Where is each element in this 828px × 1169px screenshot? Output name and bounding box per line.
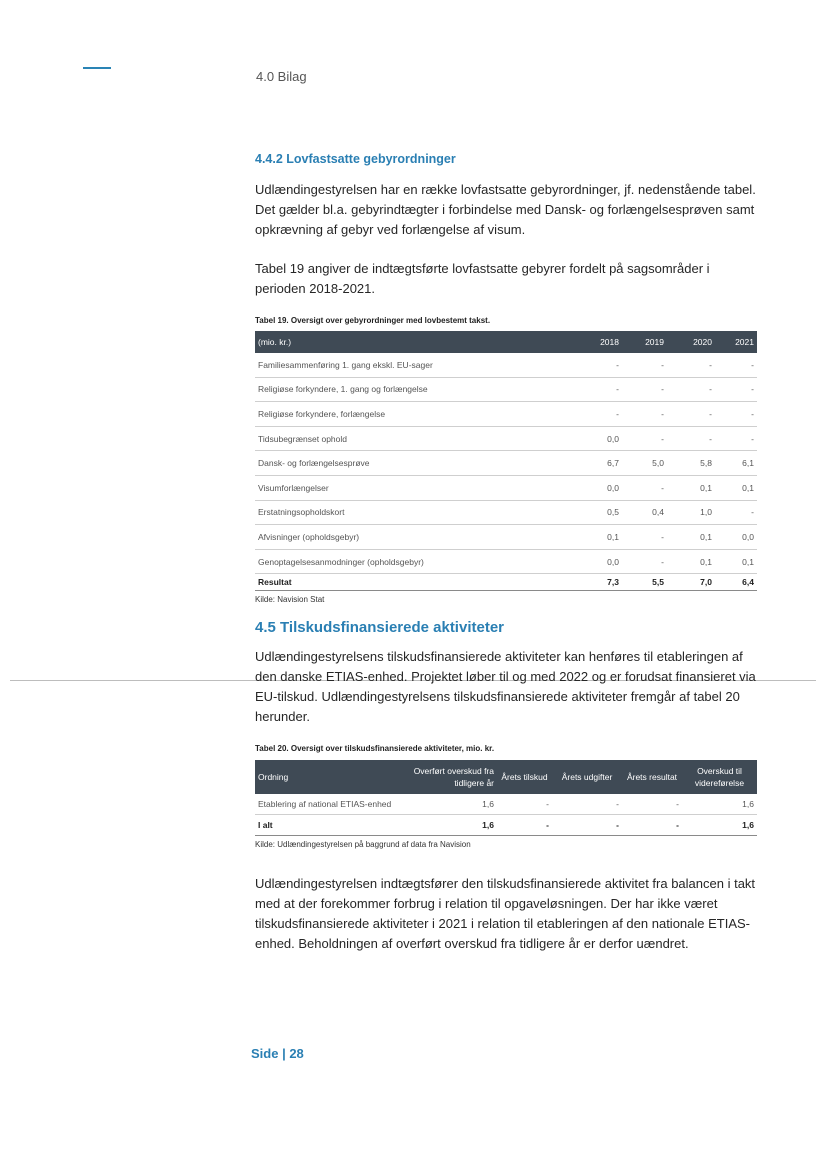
table19-header-row	[255, 331, 757, 353]
row-label: Familiesammenføring 1. gang ekskl. EU-sager	[255, 353, 577, 377]
table19-header-2021: 2021	[715, 331, 757, 353]
page-number: Side | 28	[251, 1046, 304, 1061]
cell-value: -	[622, 794, 682, 815]
cell-value: -	[622, 525, 667, 550]
cell-value: 0,4	[622, 500, 667, 525]
cell-value: 6,1	[715, 451, 757, 476]
row-label: Etablering af national ETIAS-enhed	[255, 794, 405, 815]
row-label: Afvisninger (opholdsgebyr)	[255, 525, 577, 550]
row-label: Erstatningsopholdskort	[255, 500, 577, 525]
cell-value: 1,6	[682, 794, 757, 815]
total-value: -	[497, 815, 552, 836]
cell-value: 0,1	[667, 549, 715, 574]
cell-value: 0,1	[715, 475, 757, 500]
table-row	[255, 525, 757, 550]
row-label: Religiøse forkyndere, forlængelse	[255, 402, 577, 427]
row-label: Tidsubegrænset ophold	[255, 426, 577, 451]
cell-value: -	[622, 475, 667, 500]
table20-caption: Tabel 20. Oversigt over tilskudsfinansierede aktiviteter, mio. kr.	[255, 744, 495, 754]
cell-value: 0,5	[577, 500, 622, 525]
cell-value: 1,0	[667, 500, 715, 525]
cell-value: -	[622, 426, 667, 451]
table20-header-result: Årets resultat	[622, 760, 682, 794]
table19-total-row	[255, 574, 757, 591]
cell-value: 1,6	[405, 794, 497, 815]
table-row	[255, 549, 757, 574]
total-label: I alt	[255, 815, 405, 836]
table-row	[255, 794, 757, 815]
cell-value: -	[715, 426, 757, 451]
total-value: 7,0	[667, 574, 715, 591]
cell-value: -	[667, 402, 715, 427]
cell-value: -	[715, 377, 757, 402]
grants-table	[255, 760, 757, 836]
section-heading-4-5: 4.5 Tilskudsfinansierede aktiviteter	[255, 619, 505, 637]
table20-header-carried-over: Overført overskud fra tidligere år	[405, 760, 497, 794]
cell-value: -	[622, 549, 667, 574]
row-label: Genoptagelsesanmodninger (opholdsgebyr)	[255, 549, 577, 574]
table20-header-grant: Årets tilskud	[497, 760, 552, 794]
total-value: 5,5	[622, 574, 667, 591]
cell-value: -	[622, 402, 667, 427]
table19-header-2018: 2018	[577, 331, 622, 353]
table19-source: Kilde: Navision Stat	[255, 595, 325, 605]
cell-value: 0,0	[577, 475, 622, 500]
cell-value: 0,1	[577, 525, 622, 550]
total-label: Resultat	[255, 574, 577, 591]
row-label: Visumforlængelser	[255, 475, 577, 500]
table20-header-scheme: Ordning	[255, 760, 405, 794]
cell-value: -	[577, 353, 622, 377]
table-row	[255, 353, 757, 377]
table19-header-2019: 2019	[622, 331, 667, 353]
table20-header-expenses: Årets udgifter	[552, 760, 622, 794]
paragraph-grants-intro: Udlændingestyrelsens tilskudsfinansierede aktiviteter kan henføres til etableringen af den danske ETIAS-enhed. Projektet løber til og med 2022 og er forudsat finansieret via EU-tilskud. Udlændingestyrelsens tilskudsfinansierede aktiviteter fremgår af tabel 20 herunder.	[255, 649, 756, 725]
fee-table	[255, 331, 757, 591]
cell-value: 0,1	[667, 475, 715, 500]
table-row	[255, 377, 757, 402]
cell-value: 0,1	[667, 525, 715, 550]
table-row	[255, 426, 757, 451]
table-row	[255, 500, 757, 525]
total-value: -	[622, 815, 682, 836]
table20-header-row	[255, 760, 757, 794]
table20-total-row	[255, 815, 757, 836]
total-value: 6,4	[715, 574, 757, 591]
paragraph-table19-intro: Tabel 19 angiver de indtægtsførte lovfastsatte gebyrer fordelt på sagsområder i perioden 2018-2021.	[255, 261, 710, 296]
accent-line	[83, 67, 111, 69]
table20-header-surplus: Overskud til videreførelse	[682, 760, 757, 794]
cell-value: 0,0	[577, 426, 622, 451]
row-label: Religiøse forkyndere, 1. gang og forlængelse	[255, 377, 577, 402]
cell-value: -	[577, 377, 622, 402]
cell-value: -	[497, 794, 552, 815]
table-row	[255, 402, 757, 427]
paragraph-grants-conclusion: Udlændingestyrelsen indtægtsfører den tilskudsfinansierede aktivitet fra balancen i takt med at der forekommer forbrug i relation til opgaveløsningen. Der har ikke været tilskudsfinansierede aktiviteter i 2021 i relation til etableringen af den nationale ETIAS-enhed. Beholdningen af overført overskud fra tidligere år er derfor uændret.	[255, 876, 756, 952]
cell-value: -	[622, 377, 667, 402]
cell-value: 0,0	[715, 525, 757, 550]
cell-value: -	[552, 794, 622, 815]
table-row	[255, 451, 757, 476]
cell-value: -	[667, 426, 715, 451]
row-label: Dansk- og forlængelsesprøve	[255, 451, 577, 476]
cell-value: 0,0	[577, 549, 622, 574]
cell-value: -	[715, 500, 757, 525]
total-value: 1,6	[682, 815, 757, 836]
page-header: 4.0 Bilag	[256, 69, 307, 84]
total-value: 7,3	[577, 574, 622, 591]
cell-value: -	[715, 402, 757, 427]
table-row	[255, 475, 757, 500]
table19-caption: Tabel 19. Oversigt over gebyrordninger med lovbestemt takst.	[255, 316, 491, 325]
table19-header-2020: 2020	[667, 331, 715, 353]
table20-source: Kilde: Udlændingestyrelsen på baggrund af data fra Navision	[255, 840, 471, 850]
cell-value: 0,1	[715, 549, 757, 574]
cell-value: 6,7	[577, 451, 622, 476]
page-content	[255, 152, 757, 954]
cell-value: -	[667, 353, 715, 377]
cell-value: -	[667, 377, 715, 402]
cell-value: 5,8	[667, 451, 715, 476]
cell-value: 5,0	[622, 451, 667, 476]
table19-header-unit: (mio. kr.)	[255, 331, 577, 353]
total-value: -	[552, 815, 622, 836]
paragraph-intro: Udlændingestyrelsen har en række lovfastsatte gebyrordninger, jf. nedenstående tabel. Det gælder bl.a. gebyrindtægter i forbindelse med Dansk- og forlængelsesprøven samt opkrævning af gebyr ved forlængelse af visum.	[255, 182, 756, 237]
cell-value: -	[715, 353, 757, 377]
cell-value: -	[622, 353, 667, 377]
total-value: 1,6	[405, 815, 497, 836]
cell-value: -	[577, 402, 622, 427]
section-heading-4-4-2: 4.4.2 Lovfastsatte gebyrordninger	[255, 152, 456, 166]
